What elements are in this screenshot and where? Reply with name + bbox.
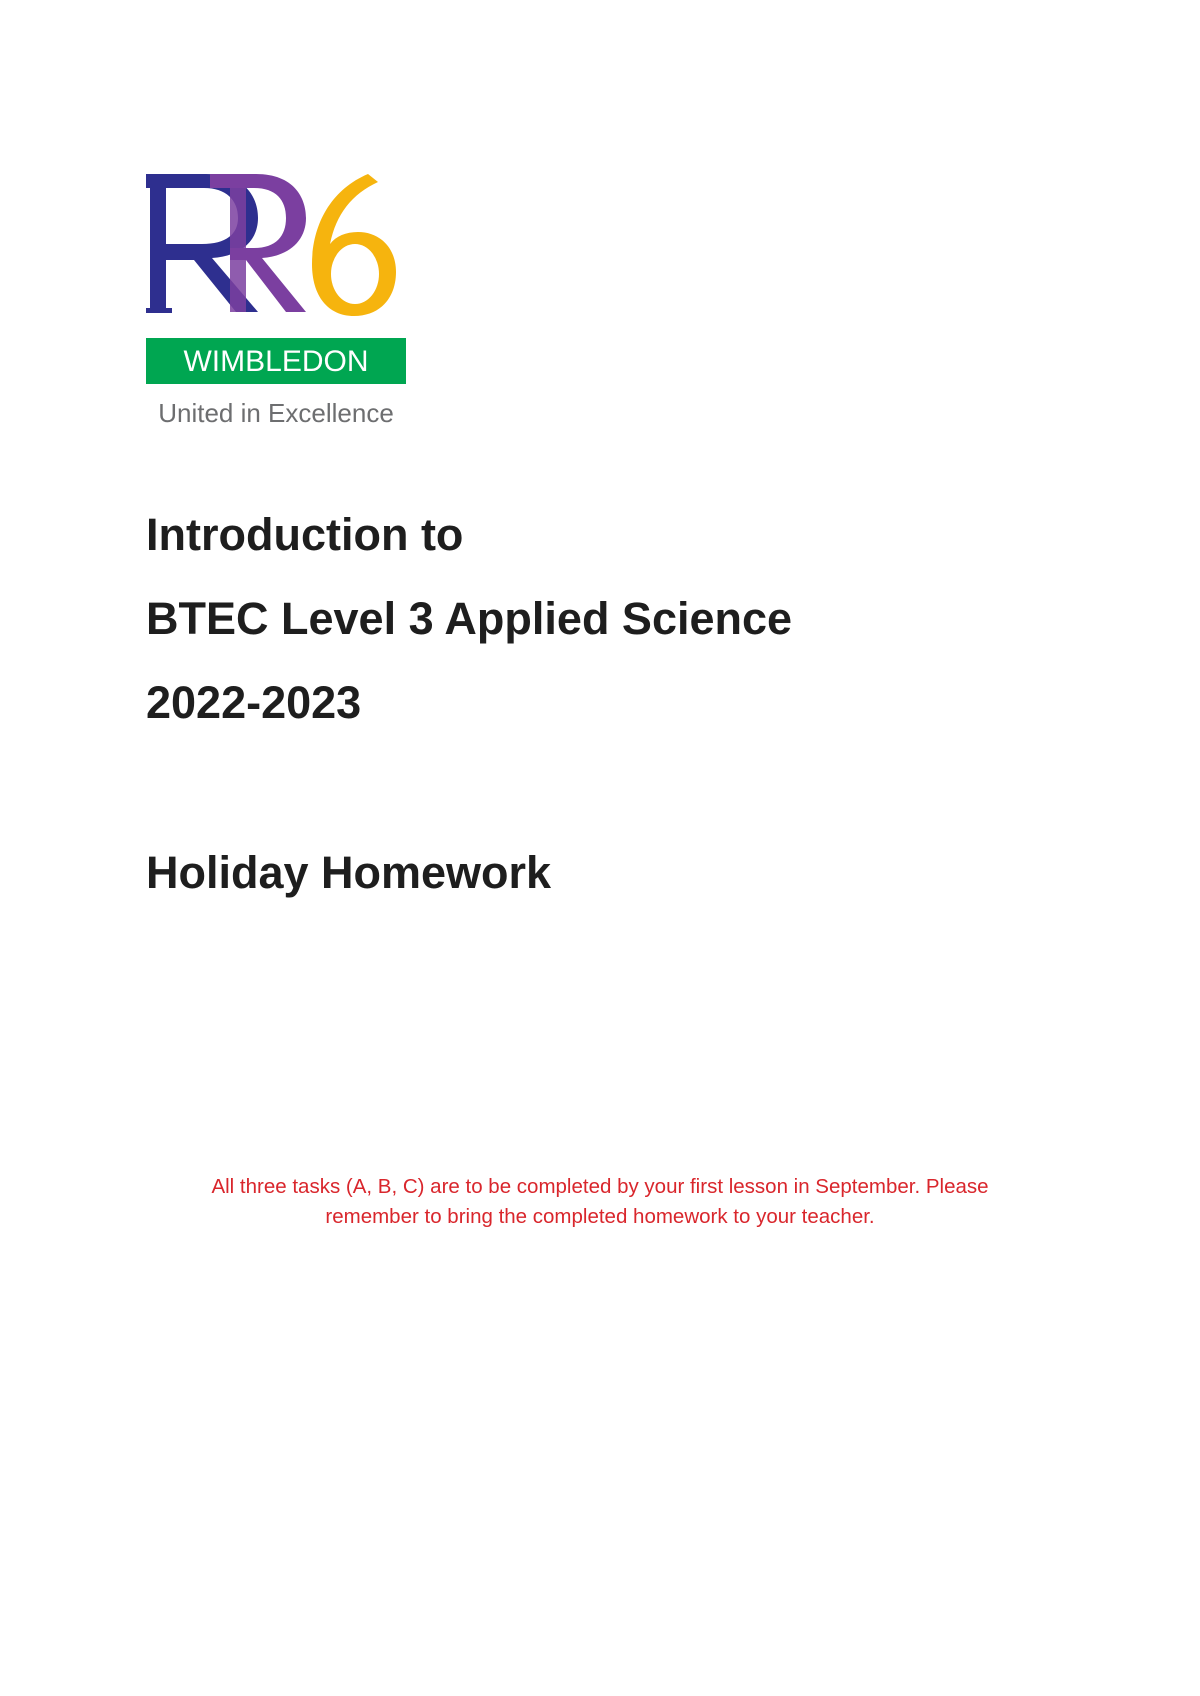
logo-tagline: United in Excellence <box>158 398 394 428</box>
logo-name: WIMBLEDON <box>183 345 369 378</box>
logo-six-yellow <box>312 174 396 316</box>
title-course: BTEC Level 3 Applied Science <box>146 593 793 644</box>
instruction-note <box>150 1172 1050 1232</box>
instruction-note-line-1: All three tasks (A, B, C) are to be completed by your first lesson in September. Please <box>211 1175 989 1198</box>
school-logo <box>146 168 406 430</box>
title-year: 2022-2023 <box>146 677 362 728</box>
instruction-note-line-2: remember to bring the completed homework to your teacher. <box>325 1205 875 1228</box>
subtitle-holiday-homework: Holiday Homework <box>146 847 552 898</box>
title-intro: Introduction to <box>146 509 464 560</box>
